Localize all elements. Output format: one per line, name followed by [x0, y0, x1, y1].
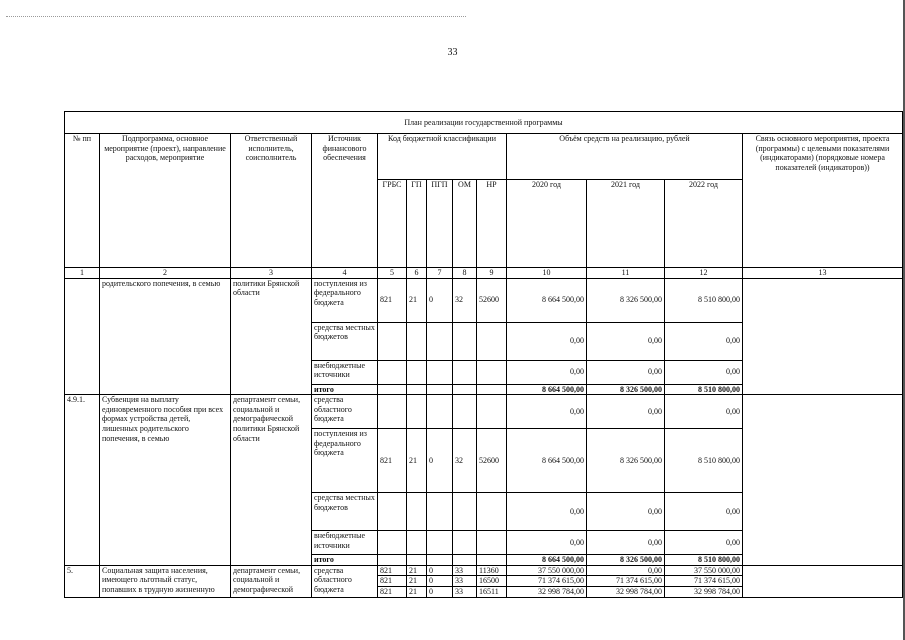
code-pgp [427, 384, 453, 395]
header-y2020: 2020 год [507, 180, 587, 268]
amount-v2021: 71 374 615,00 [587, 576, 665, 587]
amount-v2022: 8 510 800,00 [665, 555, 743, 566]
code-grbs: 821 [378, 586, 407, 597]
item-responsible: департамент семьи, социальной и демографической [231, 565, 312, 597]
amount-v2020: 0,00 [507, 360, 587, 384]
amount-v2020: 0,00 [507, 493, 587, 531]
code-grbs [378, 384, 407, 395]
code-pgp: 0 [427, 565, 453, 576]
code-om [453, 531, 477, 555]
column-number: 2 [100, 268, 231, 279]
code-gp: 21 [407, 565, 427, 576]
code-np: 11360 [477, 565, 507, 576]
amount-v2021: 8 326 500,00 [587, 429, 665, 493]
code-pgp [427, 322, 453, 360]
header-pgp: ПГП [427, 180, 453, 268]
code-np: 16500 [477, 576, 507, 587]
header-y2022: 2022 год [665, 180, 743, 268]
header-om: ОМ [453, 180, 477, 268]
column-number: 8 [453, 268, 477, 279]
code-gp [407, 360, 427, 384]
item-name: родительского попечения, в семью [100, 278, 231, 395]
block3-row [65, 565, 903, 576]
code-grbs [378, 322, 407, 360]
code-grbs [378, 531, 407, 555]
code-gp [407, 555, 427, 566]
header-responsible: Ответственный исполнитель, соисполнитель [231, 134, 312, 268]
code-pgp: 0 [427, 429, 453, 493]
scan-artifact-line [6, 16, 466, 17]
code-om: 32 [453, 278, 477, 322]
amount-v2020: 8 664 500,00 [507, 555, 587, 566]
code-om: 33 [453, 576, 477, 587]
amount-v2021: 0,00 [587, 565, 665, 576]
item-responsible: департамент семьи, социальной и демографической политики Брянской области [231, 395, 312, 566]
amount-v2022: 37 550 000,00 [665, 565, 743, 576]
code-gp [407, 493, 427, 531]
amount-v2020: 32 998 784,00 [507, 586, 587, 597]
code-grbs [378, 493, 407, 531]
amount-v2022: 0,00 [665, 322, 743, 360]
column-number: 5 [378, 268, 407, 279]
amount-v2021: 0,00 [587, 360, 665, 384]
plan-table [64, 111, 903, 598]
code-pgp: 0 [427, 586, 453, 597]
item-name: Социальная защита населения, имеющего льготный статус, попавших в трудную жизненную [100, 565, 231, 597]
code-om [453, 493, 477, 531]
code-np: 16511 [477, 586, 507, 597]
item-name: Субвенция на выплату единовременного пособия при всех формах устройства детей, лишенных родительского попечения, в семью [100, 395, 231, 566]
funding-source: итого [312, 384, 378, 395]
column-number: 4 [312, 268, 378, 279]
code-om [453, 555, 477, 566]
column-number-row [65, 268, 903, 279]
header-gp: ГП [407, 180, 427, 268]
item-responsible: политики Брянской области [231, 278, 312, 395]
funding-source: итого [312, 555, 378, 566]
item-num: 5. [65, 565, 100, 597]
amount-v2020: 8 664 500,00 [507, 384, 587, 395]
column-number: 7 [427, 268, 453, 279]
header-name: Подпрограмма, основное мероприятие (проект), направление расходов, мероприятие [100, 134, 231, 268]
amount-v2020: 8 664 500,00 [507, 278, 587, 322]
code-om [453, 360, 477, 384]
header-row [65, 134, 903, 180]
code-grbs: 821 [378, 565, 407, 576]
page-number: 33 [447, 47, 458, 58]
amount-v2021: 0,00 [587, 395, 665, 429]
code-om: 33 [453, 586, 477, 597]
funding-source: средства местных бюджетов [312, 493, 378, 531]
header-grbs: ГРБС [378, 180, 407, 268]
column-number: 12 [665, 268, 743, 279]
funding-source: внебюджетные источники [312, 360, 378, 384]
amount-v2022: 32 998 784,00 [665, 586, 743, 597]
header-source: Источник финансового обеспечения [312, 134, 378, 268]
amount-v2020: 0,00 [507, 531, 587, 555]
code-gp [407, 531, 427, 555]
indicator-link [743, 565, 903, 597]
code-grbs: 821 [378, 576, 407, 587]
header-y2021: 2021 год [587, 180, 665, 268]
amount-v2021: 0,00 [587, 322, 665, 360]
block2-row [65, 395, 903, 429]
amount-v2021: 8 326 500,00 [587, 384, 665, 395]
amount-v2020: 0,00 [507, 322, 587, 360]
code-om: 32 [453, 429, 477, 493]
amount-v2020: 71 374 615,00 [507, 576, 587, 587]
amount-v2021: 8 326 500,00 [587, 278, 665, 322]
code-np: 52600 [477, 429, 507, 493]
code-grbs: 821 [378, 429, 407, 493]
amount-v2022: 0,00 [665, 360, 743, 384]
column-number: 10 [507, 268, 587, 279]
code-grbs [378, 555, 407, 566]
funding-source: средства областного бюджета [312, 395, 378, 429]
code-pgp [427, 531, 453, 555]
code-om: 33 [453, 565, 477, 576]
amount-v2022: 0,00 [665, 395, 743, 429]
code-np [477, 555, 507, 566]
amount-v2022: 8 510 800,00 [665, 429, 743, 493]
header-volume: Объём средств на реализацию, рублей [507, 134, 743, 180]
funding-source: поступления из федерального бюджета [312, 278, 378, 322]
amount-v2021: 8 326 500,00 [587, 555, 665, 566]
code-gp: 21 [407, 278, 427, 322]
code-om [453, 384, 477, 395]
column-number: 1 [65, 268, 100, 279]
code-gp: 21 [407, 586, 427, 597]
code-np [477, 360, 507, 384]
indicator-link [743, 395, 903, 566]
code-om [453, 395, 477, 429]
item-num [65, 278, 100, 395]
amount-v2021: 32 998 784,00 [587, 586, 665, 597]
code-pgp [427, 360, 453, 384]
indicator-link [743, 278, 903, 395]
header-np: НР [477, 180, 507, 268]
code-grbs [378, 395, 407, 429]
code-gp: 21 [407, 576, 427, 587]
amount-v2020: 37 550 000,00 [507, 565, 587, 576]
table-title: План реализации государственной программы [65, 112, 903, 134]
code-pgp: 0 [427, 576, 453, 587]
funding-source: внебюджетные источники [312, 531, 378, 555]
code-np [477, 384, 507, 395]
amount-v2021: 0,00 [587, 531, 665, 555]
code-np [477, 322, 507, 360]
code-gp [407, 322, 427, 360]
amount-v2020: 8 664 500,00 [507, 429, 587, 493]
code-pgp [427, 395, 453, 429]
code-grbs [378, 360, 407, 384]
amount-v2022: 8 510 800,00 [665, 384, 743, 395]
funding-source: поступления из федерального бюджета [312, 429, 378, 493]
amount-v2022: 8 510 800,00 [665, 278, 743, 322]
code-grbs: 821 [378, 278, 407, 322]
code-pgp [427, 493, 453, 531]
header-num: № пп [65, 134, 100, 268]
code-np: 52600 [477, 278, 507, 322]
block1-row [65, 278, 903, 322]
code-np [477, 493, 507, 531]
amount-v2020: 0,00 [507, 395, 587, 429]
column-number: 3 [231, 268, 312, 279]
table-title-row [65, 112, 903, 134]
amount-v2022: 0,00 [665, 493, 743, 531]
code-pgp [427, 555, 453, 566]
funding-source: средства областного бюджета [312, 565, 378, 597]
header-link: Связь основного мероприятия, проекта (программы) с целевыми показателями (индикаторами) (порядковые номера показателей (индикаторов)) [743, 134, 903, 268]
item-num: 4.9.1. [65, 395, 100, 566]
amount-v2021: 0,00 [587, 493, 665, 531]
code-gp [407, 384, 427, 395]
column-number: 9 [477, 268, 507, 279]
header-budget-code: Код бюджетной классификации [378, 134, 507, 180]
code-np [477, 395, 507, 429]
column-number: 11 [587, 268, 665, 279]
amount-v2022: 0,00 [665, 531, 743, 555]
column-number: 13 [743, 268, 903, 279]
column-number: 6 [407, 268, 427, 279]
funding-source: средства местных бюджетов [312, 322, 378, 360]
code-np [477, 531, 507, 555]
code-pgp: 0 [427, 278, 453, 322]
amount-v2022: 71 374 615,00 [665, 576, 743, 587]
code-gp: 21 [407, 429, 427, 493]
code-om [453, 322, 477, 360]
code-gp [407, 395, 427, 429]
